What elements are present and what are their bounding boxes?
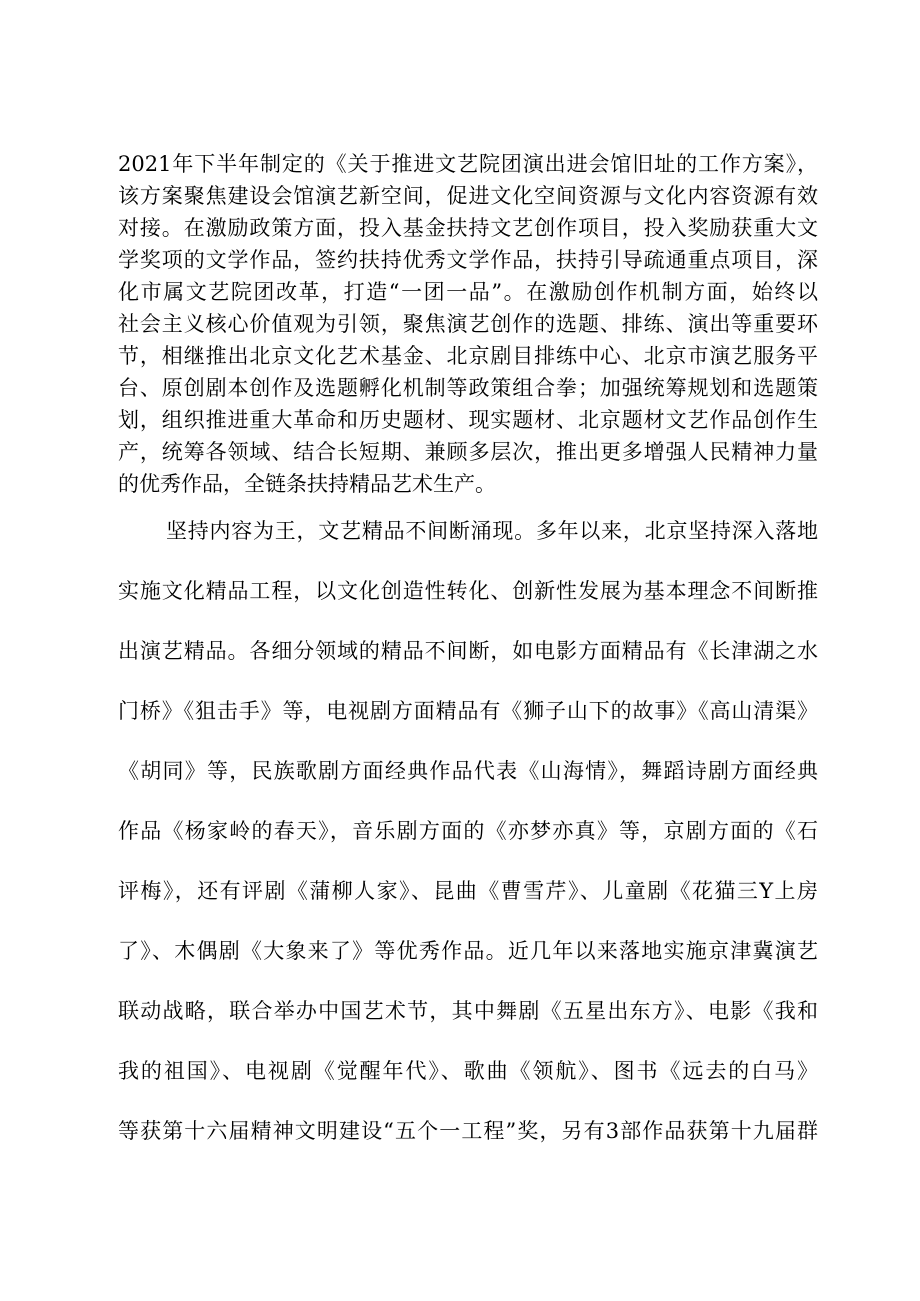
paragraph-line: 门桥》《狙击手》等，电视剧方面精品有《狮子山下的故事》《高山清渠》 — [118, 699, 818, 723]
paragraph-line: 化市属文艺院团改革，打造“一团一品”。在激励创作机制方面，始终以 — [118, 280, 818, 304]
paragraph-line: 我的祖国》、电视剧《觉醒年代》、歌曲《领航》、图书《远去的白马》 — [118, 1059, 818, 1083]
paragraph-line: 《胡同》等，民族歌剧方面经典作品代表《山海情》，舞蹈诗剧方面经典 — [118, 759, 818, 783]
paragraph-line: 了》、木偶剧《大象来了》等优秀作品。近几年以来落地实施京津冀演艺 — [118, 939, 818, 963]
paragraph-line: 节，相继推出北京文化艺术基金、北京剧目排练中心、北京市演艺服务平 — [118, 344, 818, 368]
paragraph-line: 2021年下半年制定的《关于推进文艺院团演出进会馆旧址的工作方案》， — [118, 152, 818, 176]
paragraph-line: 联动战略，联合举办中国艺术节，其中舞剧《五星出东方》、电影《我和 — [118, 999, 818, 1023]
paragraph-line: 的优秀作品，全链条扶持精品艺术生产。 — [118, 472, 496, 496]
paragraph-line: 对接。在激励政策方面，投入基金扶持文艺创作项目，投入奖励获重大文 — [118, 216, 818, 240]
paragraph-line: 学奖项的文学作品，签约扶持优秀文学作品，扶持引导疏通重点项目，深 — [118, 248, 818, 272]
paragraph-line: 出演艺精品。各细分领域的精品不间断，如电影方面精品有《长津湖之水 — [118, 639, 818, 663]
paragraph-line: 社会主义核心价值观为引领，聚焦演艺创作的选题、排练、演出等重要环 — [118, 312, 818, 336]
paragraph-line: 该方案聚焦建设会馆演艺新空间，促进文化空间资源与文化内容资源有效 — [118, 184, 818, 208]
paragraph-line: 等获第十六届精神文明建设“五个一工程”奖，另有3部作品获第十九届群 — [118, 1119, 818, 1143]
paragraph-line: 台、原创剧本创作及选题孵化机制等政策组合拳；加强统筹规划和选题策 — [118, 376, 818, 400]
paragraph-line: 评梅》，还有评剧《蒲柳人家》、昆曲《曹雪芹》、儿童剧《花猫三Y上房 — [118, 879, 818, 903]
paragraph-line: 坚持内容为王，文艺精品不间断涌现。多年以来，北京坚持深入落地 — [166, 519, 818, 543]
paragraph-line: 划，组织推进重大革命和历史题材、现实题材、北京题材文艺作品创作生 — [118, 408, 818, 432]
paragraph-line: 实施文化精品工程，以文化创造性转化、创新性发展为基本理念不间断推 — [118, 579, 818, 603]
paragraph-line: 产，统筹各领域、结合长短期、兼顾多层次，推出更多增强人民精神力量 — [118, 440, 818, 464]
paragraph-line: 作品《杨家岭的春天》，音乐剧方面的《亦梦亦真》等，京剧方面的《石 — [118, 819, 818, 843]
